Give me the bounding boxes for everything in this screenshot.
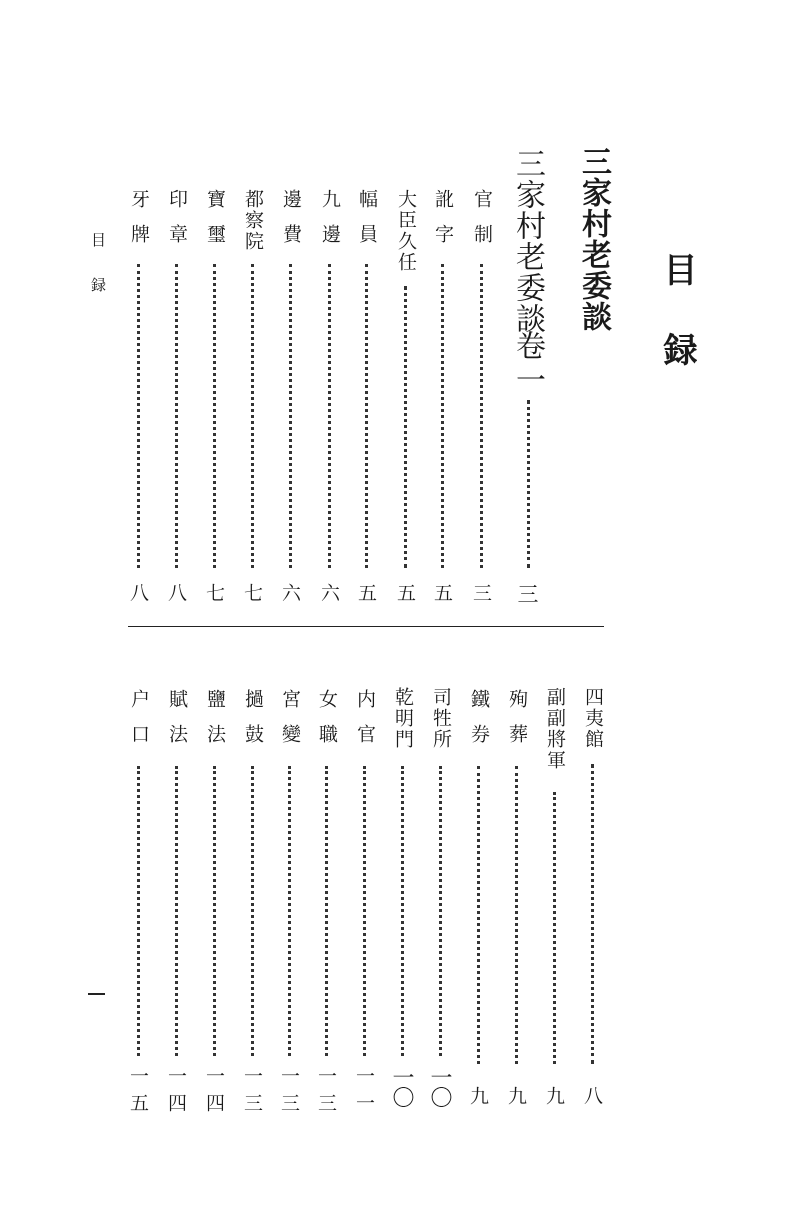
toc-entry-page: 七	[241, 583, 263, 602]
dot-leader	[527, 400, 530, 568]
dot-leader	[289, 264, 292, 568]
toc-entry-page: 九	[505, 1086, 527, 1105]
dot-leader	[404, 286, 407, 568]
toc-entry-page: 一三	[241, 1066, 263, 1120]
volume-label: 卷一	[510, 330, 545, 398]
toc-heading: 目録	[657, 252, 697, 412]
toc-entry-title: 乾明門	[392, 687, 414, 750]
toc-entry-title: 户口	[128, 689, 150, 759]
dot-leader	[365, 264, 368, 568]
toc-entry-title: 四夷館	[582, 687, 604, 750]
dot-leader	[328, 264, 331, 568]
dot-leader	[441, 264, 444, 568]
toc-entry-page: 一一	[353, 1066, 375, 1120]
dot-leader	[325, 766, 328, 1056]
toc-entry-title: 副副將軍	[544, 687, 566, 771]
toc-entry-page: 一〇	[389, 1066, 414, 1106]
toc-entry-page: 五	[355, 583, 377, 602]
dot-leader	[213, 766, 216, 1056]
toc-entry-title: 九邊	[319, 189, 341, 259]
dot-leader	[251, 264, 254, 568]
dot-leader	[591, 764, 594, 1064]
dot-leader	[175, 766, 178, 1056]
folio-number	[88, 993, 105, 995]
dot-leader	[175, 264, 178, 568]
toc-entry-page: 一三	[315, 1066, 337, 1120]
dot-leader	[137, 264, 140, 568]
toc-entry-page: 三	[470, 583, 492, 602]
toc-entry-title: 賦法	[166, 689, 188, 759]
toc-entry-title: 大臣久任	[395, 189, 417, 273]
dot-leader	[363, 766, 366, 1056]
toc-entry-page: 一五	[127, 1066, 149, 1120]
toc-entry-page: 六	[279, 583, 301, 602]
toc-entry-page: 一四	[203, 1066, 225, 1120]
toc-entry-title: 宮變	[279, 689, 301, 759]
dot-leader	[213, 264, 216, 568]
toc-entry-page: 九	[543, 1086, 565, 1105]
toc-entry-page: 一四	[165, 1066, 187, 1120]
dot-leader	[515, 766, 518, 1064]
toc-entry-page: 九	[467, 1086, 489, 1105]
toc-entry-page: 七	[203, 583, 225, 602]
toc-entry-page: 五	[431, 583, 453, 602]
toc-entry-title: 印章	[166, 189, 188, 259]
dot-leader	[137, 766, 140, 1056]
section-divider	[128, 626, 604, 627]
dot-leader	[480, 264, 483, 568]
dot-leader	[251, 766, 254, 1056]
toc-entry-title: 官制	[471, 189, 493, 259]
dot-leader	[553, 792, 556, 1064]
toc-entry-title: 邊費	[280, 189, 302, 259]
toc-entry-page: 一〇	[427, 1066, 452, 1106]
toc-entry-page: 六	[318, 583, 340, 602]
toc-entry-title: 訛字	[432, 189, 454, 259]
toc-entry-title: 都察院	[242, 189, 264, 252]
toc-entry-page: 八	[127, 583, 149, 602]
toc-entry-page: 五	[394, 583, 416, 602]
toc-entry-page: 八	[581, 1086, 603, 1105]
book-title: 三家村老委談	[576, 146, 611, 332]
toc-entry-title: 撾鼓	[242, 689, 264, 759]
toc-entry-page: 八	[165, 583, 187, 602]
dot-leader	[401, 766, 404, 1056]
dot-leader	[288, 766, 291, 1056]
toc-entry-title: 鐵券	[468, 689, 490, 759]
toc-entry-title: 鹽法	[204, 689, 226, 759]
toc-entry-title: 女職	[316, 689, 338, 759]
toc-entry-title: 牙牌	[128, 189, 150, 259]
toc-entry-title: 内官	[354, 689, 376, 759]
dot-leader	[477, 766, 480, 1064]
toc-entry-title: 寶璽	[204, 189, 226, 259]
dot-leader	[439, 766, 442, 1056]
volume-title: 三家村老委談	[510, 148, 545, 334]
toc-entry-title: 司牲所	[430, 687, 452, 750]
toc-entry-title: 殉葬	[506, 689, 528, 759]
running-head: 目録	[89, 232, 107, 322]
volume-page-number: 三	[515, 583, 539, 604]
toc-entry-page: 一三	[278, 1066, 300, 1120]
toc-entry-title: 幅員	[356, 189, 378, 259]
